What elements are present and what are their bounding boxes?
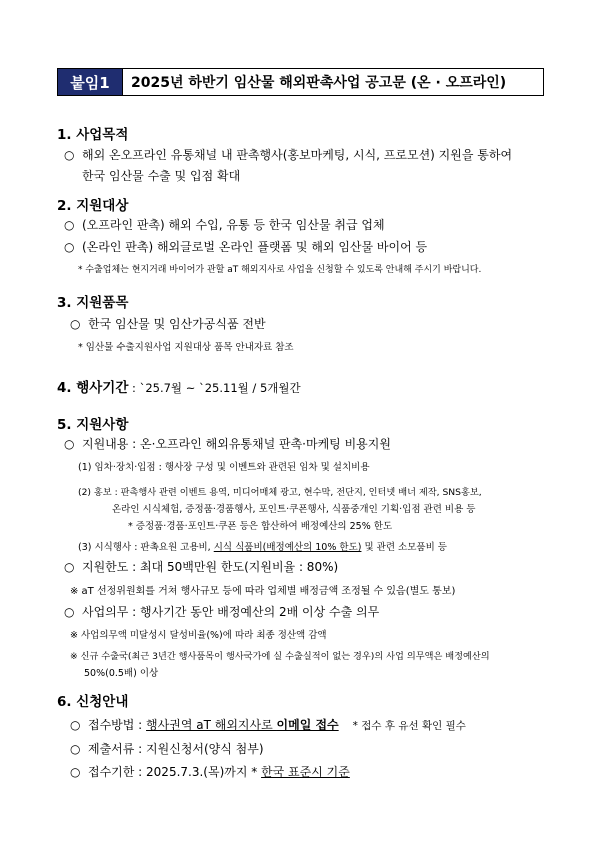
support-item-3 — [78, 539, 447, 553]
support-content: 지원내용 : 온·오프라인 해외유통채널 판촉·마케팅 비용지원 — [82, 437, 391, 451]
section-2-text-2: (온라인 판촉) 해외글로벌 온라인 플랫폼 및 해외 임산물 바이어 등 — [82, 240, 428, 254]
section-6-heading: 6. 신청안내 — [57, 694, 129, 710]
section-5-bullet-2 — [64, 558, 338, 575]
section-2-bullet-1 — [64, 216, 385, 233]
section-1-heading: 1. 사업목적 — [57, 127, 129, 143]
business-obligation: 사업의무 : 행사기간 동안 배정예산의 2배 이상 수출 의무 — [82, 605, 380, 619]
section-5-heading: 5. 지원사항 — [57, 417, 129, 433]
support-item-2-line-2: 온라인 시식체험, 증정품·경품행사, 포인트·쿠폰행사, 식품중개인 기획·입점 관련 비용 등 — [112, 504, 476, 515]
bullet-icon: ○ — [70, 765, 81, 779]
support-item-2-line-3: * 증정품·경품·포인트·쿠폰 등은 합산하여 배정예산의 25% 한도 — [128, 521, 393, 532]
support-item-3-underlined: 시식 식품비(배정예산의 10% 한도) — [213, 542, 362, 553]
bullet-icon: ○ — [70, 317, 81, 331]
bullet-icon: ○ — [64, 437, 75, 451]
application-deadline-timezone: 한국 표준시 기준 — [261, 765, 350, 779]
application-deadline-text: 접수기한 : 2025.7.3.(목)까지 * — [88, 765, 262, 779]
section-2-heading: 2. 지원대상 — [57, 198, 129, 214]
section-2-text-1: (오프라인 판촉) 해외 수입, 유통 등 한국 임산물 취급 업체 — [82, 218, 385, 232]
support-limit: 지원한도 : 최대 50백만원 한도(지원비율 : 80%) — [82, 560, 339, 574]
bullet-icon: ○ — [64, 560, 75, 574]
selection-note: ※ aT 선정위원회를 거쳐 행사규모 등에 따라 업체별 배정금액 조정될 수 있음(별도 통보) — [70, 586, 456, 597]
support-item-3-pre: (3) 시식행사 : 판촉요원 고용비, — [78, 542, 214, 553]
section-3-heading: 3. 지원품목 — [57, 295, 129, 311]
section-4-line — [57, 376, 301, 396]
obligation-note: ※ 사업의무액 미달성시 달성비율(%)에 따라 최종 정산액 감액 — [70, 630, 327, 641]
section-5-bullet-1 — [64, 435, 391, 452]
section-1-text-line-2: 한국 임산물 수출 및 입점 확대 — [82, 169, 241, 183]
application-method-email: 이메일 접수 — [276, 718, 339, 732]
section-5-bullet-3 — [64, 603, 379, 620]
section-3-bullet — [70, 315, 266, 332]
event-period-value: : `25.7월 ~ `25.11월 / 5개월간 — [128, 381, 301, 395]
application-method — [70, 716, 466, 733]
section-1-text-line-1: 해외 온오프라인 유통채널 내 판촉행사(홍보마케팅, 시식, 프로모션) 지원을 통하여 — [82, 148, 513, 162]
title-bar — [57, 68, 544, 96]
bullet-icon: ○ — [64, 240, 75, 254]
section-2-bullet-2 — [64, 238, 427, 255]
bullet-icon: ○ — [70, 718, 81, 732]
application-method-note: * 접수 후 유선 확인 필수 — [352, 720, 466, 732]
bullet-icon: ○ — [64, 148, 75, 162]
documents-required — [70, 740, 264, 757]
bullet-icon: ○ — [64, 218, 75, 232]
new-country-note-line-2: 50%(0.5배) 이상 — [84, 668, 159, 679]
support-item-1: (1) 임차·장치·입점 : 행사장 구성 및 이벤트와 관련된 임차 및 설치비용 — [78, 462, 370, 473]
section-1-bullet — [64, 146, 512, 163]
bullet-icon: ○ — [64, 605, 75, 619]
application-method-label: 접수방법 : — [88, 718, 147, 732]
document-title: 2025년 하반기 임산물 해외판촉사업 공고문 (온 · 오프라인) — [131, 75, 507, 91]
section-4-heading: 4. 행사기간 — [57, 380, 129, 396]
new-country-note-line-1: ※ 신규 수출국(최근 3년간 행사품목이 행사국가에 실 수출실적이 없는 경우)의 사업 의무액은 배정예산의 — [70, 651, 490, 662]
bullet-icon: ○ — [70, 742, 81, 756]
section-2-note: * 수출업체는 현지거래 바이어가 관할 aT 해외지사로 사업을 신청할 수 있도록 안내해 주시기 바랍니다. — [78, 265, 482, 275]
support-item-2-line-1: (2) 홍보 : 판촉행사 관련 이벤트 용역, 미디어매체 광고, 현수막, 전단지, 인터넷 배너 제작, SNS홍보, — [78, 487, 482, 498]
support-item-3-post: 및 관련 소모품비 등 — [361, 542, 447, 553]
documents-required-text: 제출서류 : 지원신청서(양식 첨부) — [88, 742, 264, 756]
attachment-tag: 붙임1 — [58, 69, 123, 95]
section-3-text: 한국 임산물 및 임산가공식품 전반 — [88, 317, 266, 331]
application-method-target: 행사권역 aT 해외지사로 — [146, 718, 277, 732]
section-3-note: * 임산물 수출지원사업 지원대상 품목 안내자료 참조 — [78, 342, 294, 353]
application-deadline — [70, 763, 350, 780]
